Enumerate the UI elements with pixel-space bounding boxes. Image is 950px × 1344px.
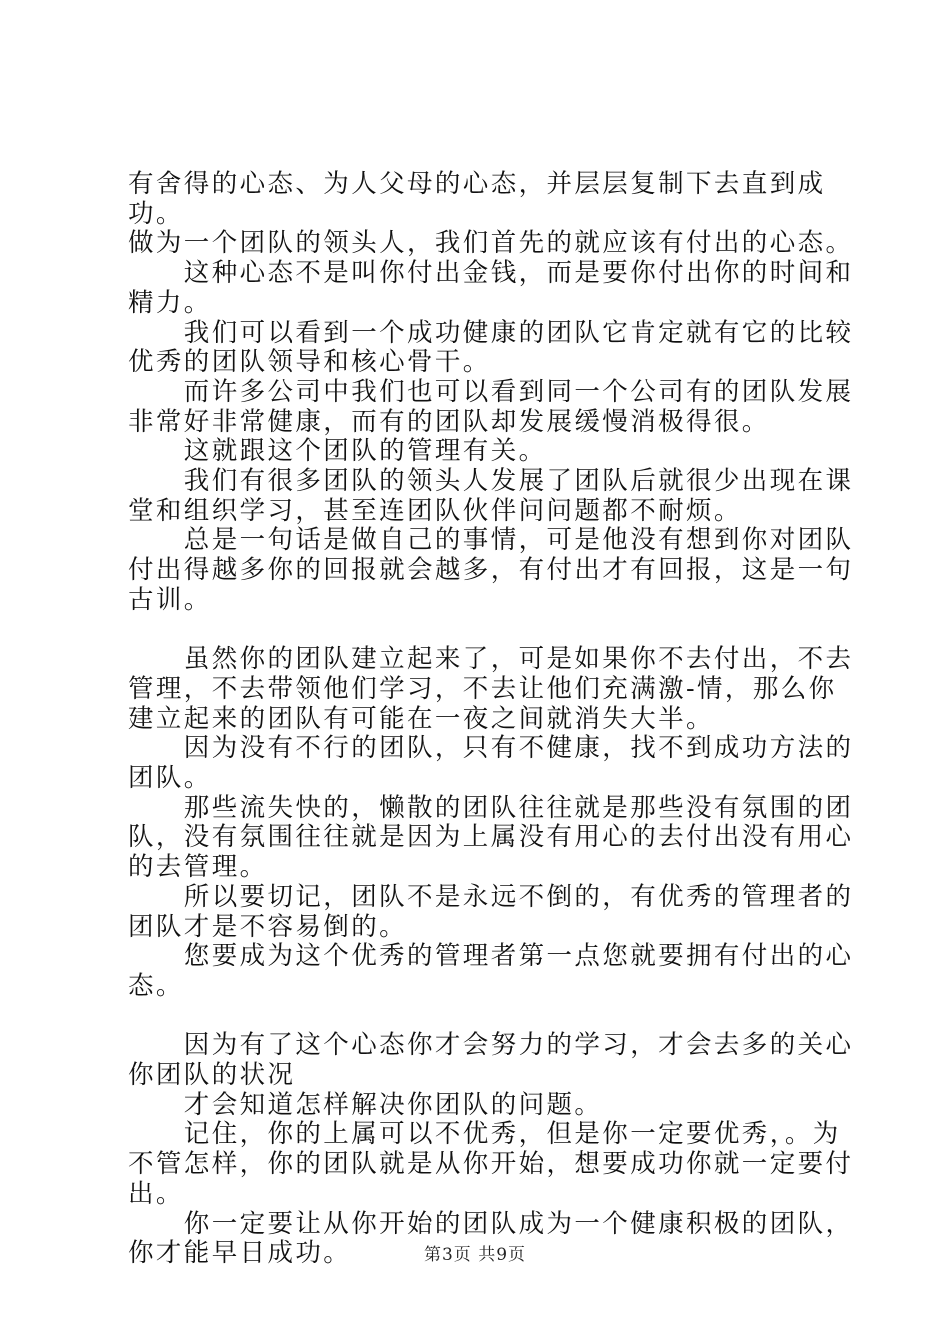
blank-line bbox=[128, 1002, 858, 1032]
document-body bbox=[128, 170, 858, 1269]
paragraph: 因为有了这个心态你才会努力的学习，才会去多的关心你团队的状况 bbox=[128, 1030, 854, 1091]
paragraph: 所以要切记，团队不是永远不倒的，有优秀的管理者的团队才是不容易倒的。 bbox=[128, 881, 854, 942]
page-number-label: 第3页 共9页 bbox=[423, 1245, 527, 1265]
paragraph: 做为一个团队的领头人，我们首先的就应该有付出的心态。 bbox=[128, 228, 854, 259]
paragraph: 那些流失快的，懒散的团队往往就是那些没有氛围的团队，没有氛围往往就是因为上属没有用心的去付出没有用心的去管理。 bbox=[128, 792, 854, 883]
paragraph: 您要成为这个优秀的管理者第一点您就要拥有付出的心态。 bbox=[128, 941, 854, 1001]
paragraph: 才会知道怎样解决你团队的问题。 bbox=[128, 1089, 603, 1120]
paragraph: 你一定要让从你开始的团队成为一个健康积极的团队，你才能早日成功。 bbox=[128, 1208, 854, 1269]
paragraph: 有舍得的心态、为人父母的心态，并层层复制下去直到成功。 bbox=[128, 169, 826, 229]
paragraph: 这种心态不是叫你付出金钱，而是要你付出你的时间和精力。 bbox=[128, 258, 854, 318]
paragraph: 而许多公司中我们也可以看到同一个公司有的团队发展非常好非常健康，而有的团队却发展缓慢消极得很。 bbox=[128, 376, 854, 437]
paragraph: 我们可以看到一个成功健康的团队它肯定就有它的比较优秀的团队领导和核心骨干。 bbox=[128, 317, 854, 378]
paragraph: 我们有很多团队的领头人发展了团队后就很少出现在课堂和组织学习，甚至连团队伙伴问问题都不耐烦。 bbox=[128, 466, 854, 526]
paragraph: 总是一句话是做自己的事情，可是他没有想到你对团队付出得越多你的回报就会越多，有付出才有回报，这是一句古训。 bbox=[128, 525, 854, 615]
blank-line bbox=[128, 616, 858, 646]
paragraph: 记住，你的上属可以不优秀，但是你一定要优秀，。为不管怎样，你的团队就是从你开始，想要成功你就一定要付出。 bbox=[128, 1119, 854, 1209]
paragraph: 虽然你的团队建立起来了，可是如果你不去付出，不去管理，不去带领他们学习，不去让他们充满激-情，那么你建立起来的团队有可能在一夜之间就消失大半。 bbox=[128, 644, 854, 734]
page-footer bbox=[0, 1240, 950, 1265]
paragraph: 这就跟这个团队的管理有关。 bbox=[128, 436, 547, 467]
paragraph: 因为没有不行的团队，只有不健康，找不到成功方法的团队。 bbox=[128, 733, 854, 794]
